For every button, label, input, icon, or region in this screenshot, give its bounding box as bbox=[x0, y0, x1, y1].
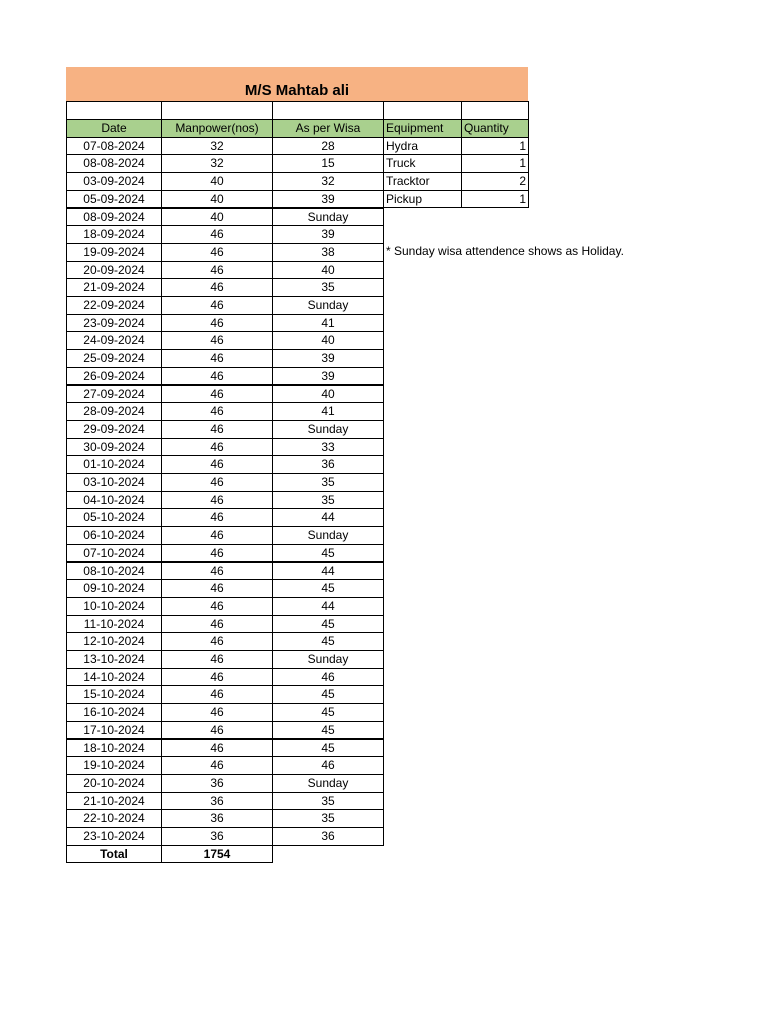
manpower-cell: 46 bbox=[161, 632, 273, 651]
manpower-cell: 46 bbox=[161, 331, 273, 350]
date-cell: 20-10-2024 bbox=[66, 774, 162, 793]
manpower-cell: 46 bbox=[161, 385, 273, 404]
wisa-cell: 45 bbox=[272, 739, 384, 758]
sunday-note: * Sunday wisa attendence shows as Holiday. bbox=[386, 244, 624, 258]
date-cell: 22-10-2024 bbox=[66, 809, 162, 828]
wisa-cell: 45 bbox=[272, 685, 384, 704]
date-cell: 03-10-2024 bbox=[66, 473, 162, 492]
wisa-cell: Sunday bbox=[272, 208, 384, 227]
wisa-cell: 35 bbox=[272, 792, 384, 811]
date-cell: 07-08-2024 bbox=[66, 137, 162, 156]
date-cell: 04-10-2024 bbox=[66, 491, 162, 510]
wisa-cell: 45 bbox=[272, 721, 384, 740]
date-cell: 07-10-2024 bbox=[66, 544, 162, 563]
blank-header-cell bbox=[461, 101, 529, 120]
manpower-cell: 46 bbox=[161, 243, 273, 262]
manpower-cell: 40 bbox=[161, 172, 273, 191]
manpower-cell: 46 bbox=[161, 650, 273, 669]
manpower-cell: 32 bbox=[161, 154, 273, 173]
wisa-cell: 39 bbox=[272, 190, 384, 209]
wisa-cell: 28 bbox=[272, 137, 384, 156]
column-header-quantity: Quantity bbox=[461, 119, 529, 138]
date-cell: 13-10-2024 bbox=[66, 650, 162, 669]
wisa-cell: 40 bbox=[272, 261, 384, 280]
wisa-cell: 45 bbox=[272, 632, 384, 651]
wisa-cell: 33 bbox=[272, 438, 384, 457]
manpower-cell: 36 bbox=[161, 774, 273, 793]
wisa-cell: 35 bbox=[272, 809, 384, 828]
wisa-cell: 39 bbox=[272, 367, 384, 386]
wisa-cell: 40 bbox=[272, 331, 384, 350]
date-cell: 29-09-2024 bbox=[66, 420, 162, 439]
date-cell: 12-10-2024 bbox=[66, 632, 162, 651]
date-cell: 08-09-2024 bbox=[66, 208, 162, 227]
column-header-wisa: As per Wisa bbox=[272, 119, 384, 138]
wisa-cell: 39 bbox=[272, 225, 384, 244]
wisa-cell: 36 bbox=[272, 455, 384, 474]
equipment-quantity-cell: 1 bbox=[461, 137, 529, 156]
wisa-cell: 41 bbox=[272, 402, 384, 421]
date-cell: 22-09-2024 bbox=[66, 296, 162, 315]
date-cell: 20-09-2024 bbox=[66, 261, 162, 280]
wisa-cell: 32 bbox=[272, 172, 384, 191]
manpower-cell: 46 bbox=[161, 296, 273, 315]
manpower-cell: 46 bbox=[161, 615, 273, 634]
manpower-cell: 46 bbox=[161, 756, 273, 775]
total-label: Total bbox=[66, 845, 162, 864]
equipment-quantity-cell: 1 bbox=[461, 154, 529, 173]
date-cell: 15-10-2024 bbox=[66, 685, 162, 704]
wisa-cell: 45 bbox=[272, 703, 384, 722]
wisa-cell: Sunday bbox=[272, 650, 384, 669]
equipment-name-cell: Truck bbox=[383, 154, 462, 173]
manpower-cell: 46 bbox=[161, 314, 273, 333]
manpower-cell: 46 bbox=[161, 438, 273, 457]
wisa-cell: 45 bbox=[272, 615, 384, 634]
manpower-cell: 46 bbox=[161, 668, 273, 687]
date-cell: 23-09-2024 bbox=[66, 314, 162, 333]
date-cell: 08-08-2024 bbox=[66, 154, 162, 173]
date-cell: 19-09-2024 bbox=[66, 243, 162, 262]
date-cell: 05-10-2024 bbox=[66, 508, 162, 527]
manpower-cell: 46 bbox=[161, 597, 273, 616]
wisa-cell: Sunday bbox=[272, 420, 384, 439]
manpower-cell: 46 bbox=[161, 367, 273, 386]
manpower-cell: 46 bbox=[161, 544, 273, 563]
manpower-cell: 46 bbox=[161, 526, 273, 545]
sheet-title: M/S Mahtab ali bbox=[66, 67, 528, 101]
date-cell: 10-10-2024 bbox=[66, 597, 162, 616]
manpower-cell: 46 bbox=[161, 261, 273, 280]
equipment-quantity-cell: 1 bbox=[461, 190, 529, 209]
date-cell: 18-10-2024 bbox=[66, 739, 162, 758]
manpower-cell: 46 bbox=[161, 685, 273, 704]
wisa-cell: 45 bbox=[272, 579, 384, 598]
manpower-cell: 46 bbox=[161, 349, 273, 368]
manpower-cell: 40 bbox=[161, 190, 273, 209]
date-cell: 30-09-2024 bbox=[66, 438, 162, 457]
date-cell: 09-10-2024 bbox=[66, 579, 162, 598]
wisa-cell: 44 bbox=[272, 508, 384, 527]
manpower-cell: 40 bbox=[161, 208, 273, 227]
manpower-cell: 46 bbox=[161, 508, 273, 527]
wisa-cell: 45 bbox=[272, 544, 384, 563]
manpower-cell: 46 bbox=[161, 420, 273, 439]
manpower-cell: 46 bbox=[161, 473, 273, 492]
manpower-cell: 32 bbox=[161, 137, 273, 156]
wisa-cell: 39 bbox=[272, 349, 384, 368]
wisa-cell: 41 bbox=[272, 314, 384, 333]
manpower-cell: 46 bbox=[161, 721, 273, 740]
date-cell: 17-10-2024 bbox=[66, 721, 162, 740]
wisa-cell: 35 bbox=[272, 491, 384, 510]
manpower-cell: 36 bbox=[161, 809, 273, 828]
total-manpower: 1754 bbox=[161, 845, 273, 864]
equipment-name-cell: Tracktor bbox=[383, 172, 462, 191]
wisa-cell: 35 bbox=[272, 473, 384, 492]
date-cell: 03-09-2024 bbox=[66, 172, 162, 191]
wisa-cell: 40 bbox=[272, 385, 384, 404]
wisa-cell: 46 bbox=[272, 668, 384, 687]
manpower-cell: 46 bbox=[161, 491, 273, 510]
equipment-quantity-cell: 2 bbox=[461, 172, 529, 191]
wisa-cell: 38 bbox=[272, 243, 384, 262]
date-cell: 08-10-2024 bbox=[66, 562, 162, 581]
wisa-cell: Sunday bbox=[272, 526, 384, 545]
manpower-cell: 46 bbox=[161, 455, 273, 474]
wisa-cell: 15 bbox=[272, 154, 384, 173]
manpower-cell: 46 bbox=[161, 739, 273, 758]
date-cell: 01-10-2024 bbox=[66, 455, 162, 474]
equipment-name-cell: Hydra bbox=[383, 137, 462, 156]
manpower-cell: 46 bbox=[161, 402, 273, 421]
manpower-cell: 46 bbox=[161, 703, 273, 722]
manpower-cell: 46 bbox=[161, 579, 273, 598]
manpower-cell: 36 bbox=[161, 792, 273, 811]
manpower-cell: 46 bbox=[161, 225, 273, 244]
date-cell: 14-10-2024 bbox=[66, 668, 162, 687]
date-cell: 28-09-2024 bbox=[66, 402, 162, 421]
date-cell: 11-10-2024 bbox=[66, 615, 162, 634]
wisa-cell: 46 bbox=[272, 756, 384, 775]
date-cell: 05-09-2024 bbox=[66, 190, 162, 209]
date-cell: 21-09-2024 bbox=[66, 278, 162, 297]
manpower-cell: 46 bbox=[161, 278, 273, 297]
wisa-cell: Sunday bbox=[272, 774, 384, 793]
equipment-name-cell: Pickup bbox=[383, 190, 462, 209]
column-header-equipment: Equipment bbox=[383, 119, 462, 138]
blank-header-cell bbox=[272, 101, 384, 120]
wisa-cell: 44 bbox=[272, 562, 384, 581]
date-cell: 25-09-2024 bbox=[66, 349, 162, 368]
wisa-cell: 36 bbox=[272, 827, 384, 846]
wisa-cell: Sunday bbox=[272, 296, 384, 315]
date-cell: 06-10-2024 bbox=[66, 526, 162, 545]
date-cell: 18-09-2024 bbox=[66, 225, 162, 244]
date-cell: 21-10-2024 bbox=[66, 792, 162, 811]
date-cell: 23-10-2024 bbox=[66, 827, 162, 846]
blank-header-cell bbox=[161, 101, 273, 120]
wisa-cell: 35 bbox=[272, 278, 384, 297]
manpower-cell: 46 bbox=[161, 562, 273, 581]
blank-header-cell bbox=[383, 101, 462, 120]
date-cell: 26-09-2024 bbox=[66, 367, 162, 386]
blank-header-cell bbox=[66, 101, 162, 120]
wisa-cell: 44 bbox=[272, 597, 384, 616]
date-cell: 27-09-2024 bbox=[66, 385, 162, 404]
manpower-cell: 36 bbox=[161, 827, 273, 846]
column-header-date: Date bbox=[66, 119, 162, 138]
date-cell: 24-09-2024 bbox=[66, 331, 162, 350]
column-header-manpower: Manpower(nos) bbox=[161, 119, 273, 138]
date-cell: 16-10-2024 bbox=[66, 703, 162, 722]
date-cell: 19-10-2024 bbox=[66, 756, 162, 775]
